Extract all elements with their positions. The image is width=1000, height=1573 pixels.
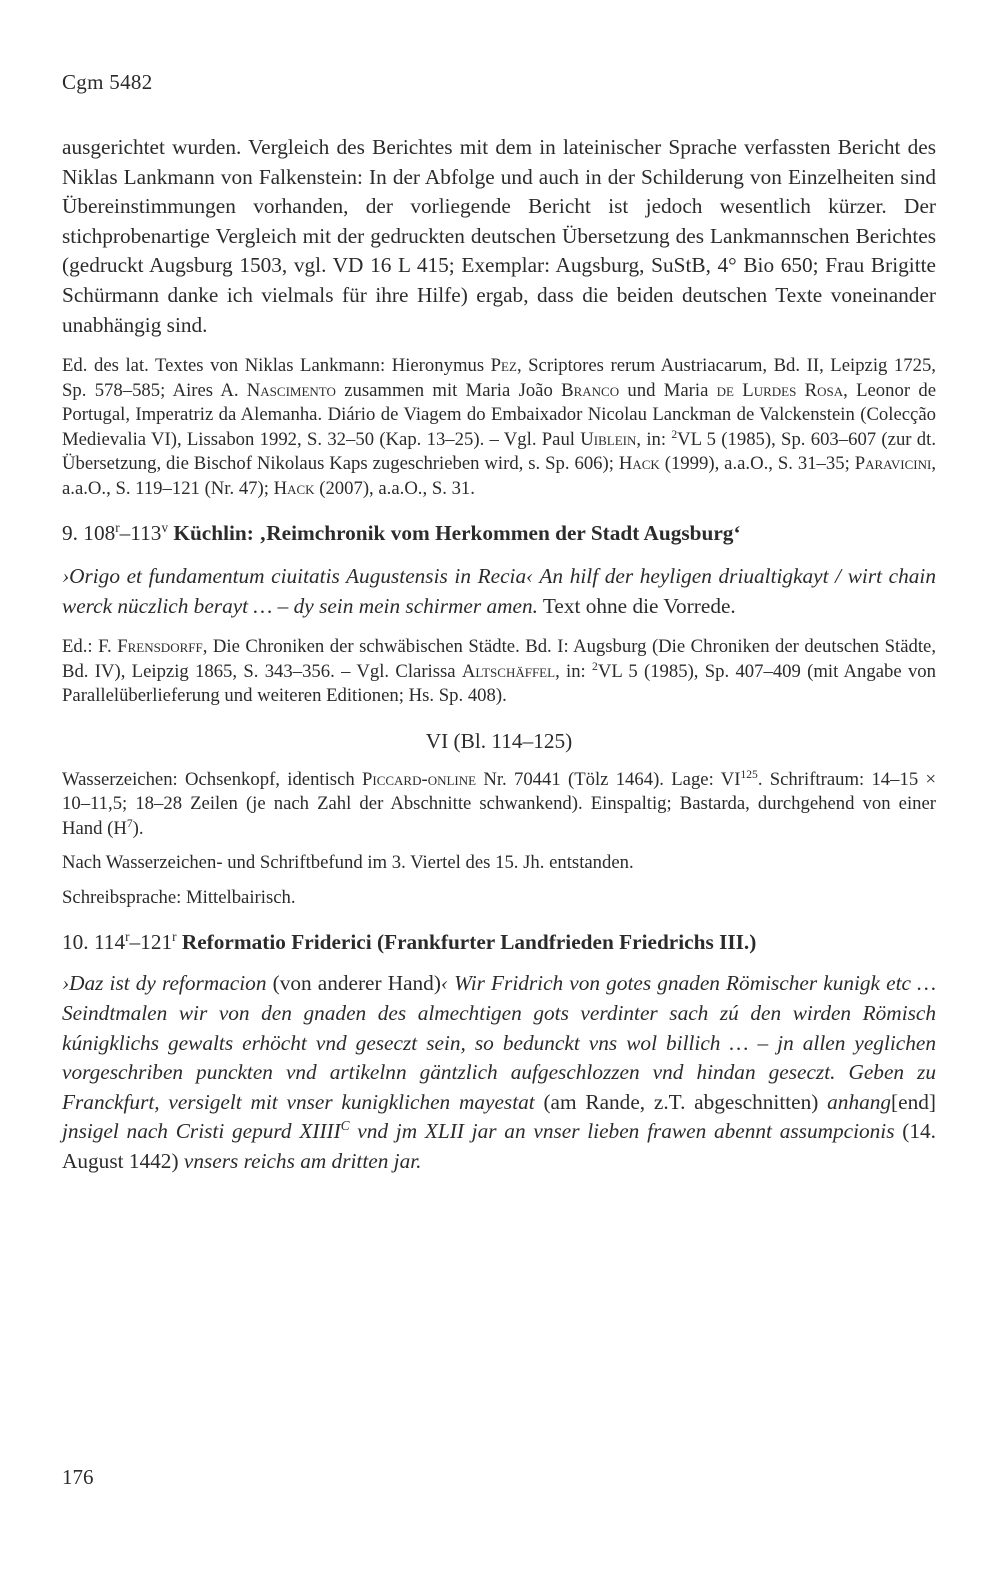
language-paragraph: Schreibsprache: Mittelbairisch. [62, 886, 296, 908]
body-paragraph: ausgerichtet wurden. Vergleich des Berichtes mit dem in lateinischer Sprache verfassten Bericht des Niklas Lankmann von Falkenstein: In der Abfolge und auch in der Schilderung von Einzelheiten sind Übereinstimmungen vorhanden, der vorliegende Bericht ist jedoch wesentlich kürzer. Der stichprobenartige Vergleich mit der gedruckten deutschen Übersetzung des Lankmannschen Berichtes (gedruckt Augsburg 1503, vgl. VD 16 L 415; Exemplar: Augsburg, SuStB, 4° Bio 650; Frau Brigitte Schürmann danke ich vielmals für ihre Hilfe) ergab, dass die beiden deutschen Texte voneinander unabhängig sind. [62, 135, 936, 337]
running-header: Cgm 5482 [62, 70, 153, 94]
page-number: 176 [62, 1465, 94, 1489]
item-9-heading: 9. 108$^r$–113$^v$ Küchlin: ‚Reimchronik vom Herkommen der Stadt Augsburg‘ [62, 519, 741, 546]
item-10-text: ›Daz ist dy reformacion (von anderer Hand)‹ Wir Fridrich von gotes gnaden Römischer kunigk etc … Seindtmalen wir von den gnaden des almechtigen gots verdinter sach zú den wirden Römisch kúnigklichs gewalts erhöcht vnd geseczt sein, so bedunckt vns wol billich … – jn allen yeglichen vorgeschriben punckten vnd artikelnn gäntzlich aufgeschlozzen vnd hindan geseczt. Geben zu Franckfurt, versigelt mit vnser kunigklichen mayestat (am Rande, z.T. abgeschnitten) anhang[end] jnsigel nach Cristi gepurd $XIIII^C$ vnd jm XLII jar an vnser lieben frawen abennt assumpcionis (14. August 1442) vnsers reichs am dritten jar. [62, 971, 937, 1173]
literature-paragraph: Ed. des lat. Textes von Niklas Lankmann: Hieronymus Pez, Scriptores rerum Austriacarum, Bd. II, Leipzig 1725, Sp. 578–585; Aires A. Nascimento zusammen mit Maria João Branco und Maria de Lurdes Rosa, Leonor de Portugal, Imperatriz da Alemanha. Diário de Viagem do Embaixador Nicolau Lanckman de Valckenstein (Colecção Medievalia VI), Lissabon 1992, S. 32–50 (Kap. 13–25). – Vgl. Paul Uiblein, in: $^2$VL 5 (1985), Sp. 603–607 (zur dt. Übersetzung, die Bischof Nikolaus Kaps zugeschrieben wird, s. Sp. 606); Hack (1999), a.a.O., S. 31–35; Paravicini, a.a.O., S. 119–121 (Nr. 47); Hack (2007), a.a.O., S. 31. [62, 355, 937, 499]
content-block-top [62, 133, 936, 1177]
item-10-heading: 10. 114$^r$–121$^r$ Reformatio Friderici (Frankfurter Landfrieden Friedrichs III.) [62, 929, 757, 955]
codicology-paragraph: Wasserzeichen: Ochsenkopf, identisch Piccard-online Nr. 70441 (Tölz 1464). Lage: VI$^{125}$. Schriftraum: 14–15 × 10–11,5; 18–28 Zeilen (je nach Zahl der Abschnitte schwankend). Einspaltig; Bastarda, durchgehend von einer Hand $(H^7)$. [62, 767, 936, 839]
dating-paragraph: Nach Wasserzeichen- und Schriftbefund im 3. Viertel des 15. Jh. entstanden. [62, 852, 634, 874]
section-heading: VI (Bl. 114–125) [425, 728, 573, 753]
item-9-text: ›Origo et fundamentum ciuitatis Augustensis in Recia‹ An hilf der heyligen driualtigkayt / wirt chain werck nüczlich berayt … – dy sein mein schirmer amen. Text ohne die Vorrede. [62, 564, 936, 618]
item-9-literature: Ed.: F. Frensdorff, Die Chroniken der schwäbischen Städte. Bd. I: Augsburg (Die Chroniken der deutschen Städte, Bd. IV), Leipzig 1865, S. 343–356. – Vgl. Clarissa Altschäffel, in: $^2$VL 5 (1985), Sp. 407–409 (mit Angabe von Parallelüberlieferung und weiteren Editionen; Hs. Sp. 408). [62, 636, 936, 707]
